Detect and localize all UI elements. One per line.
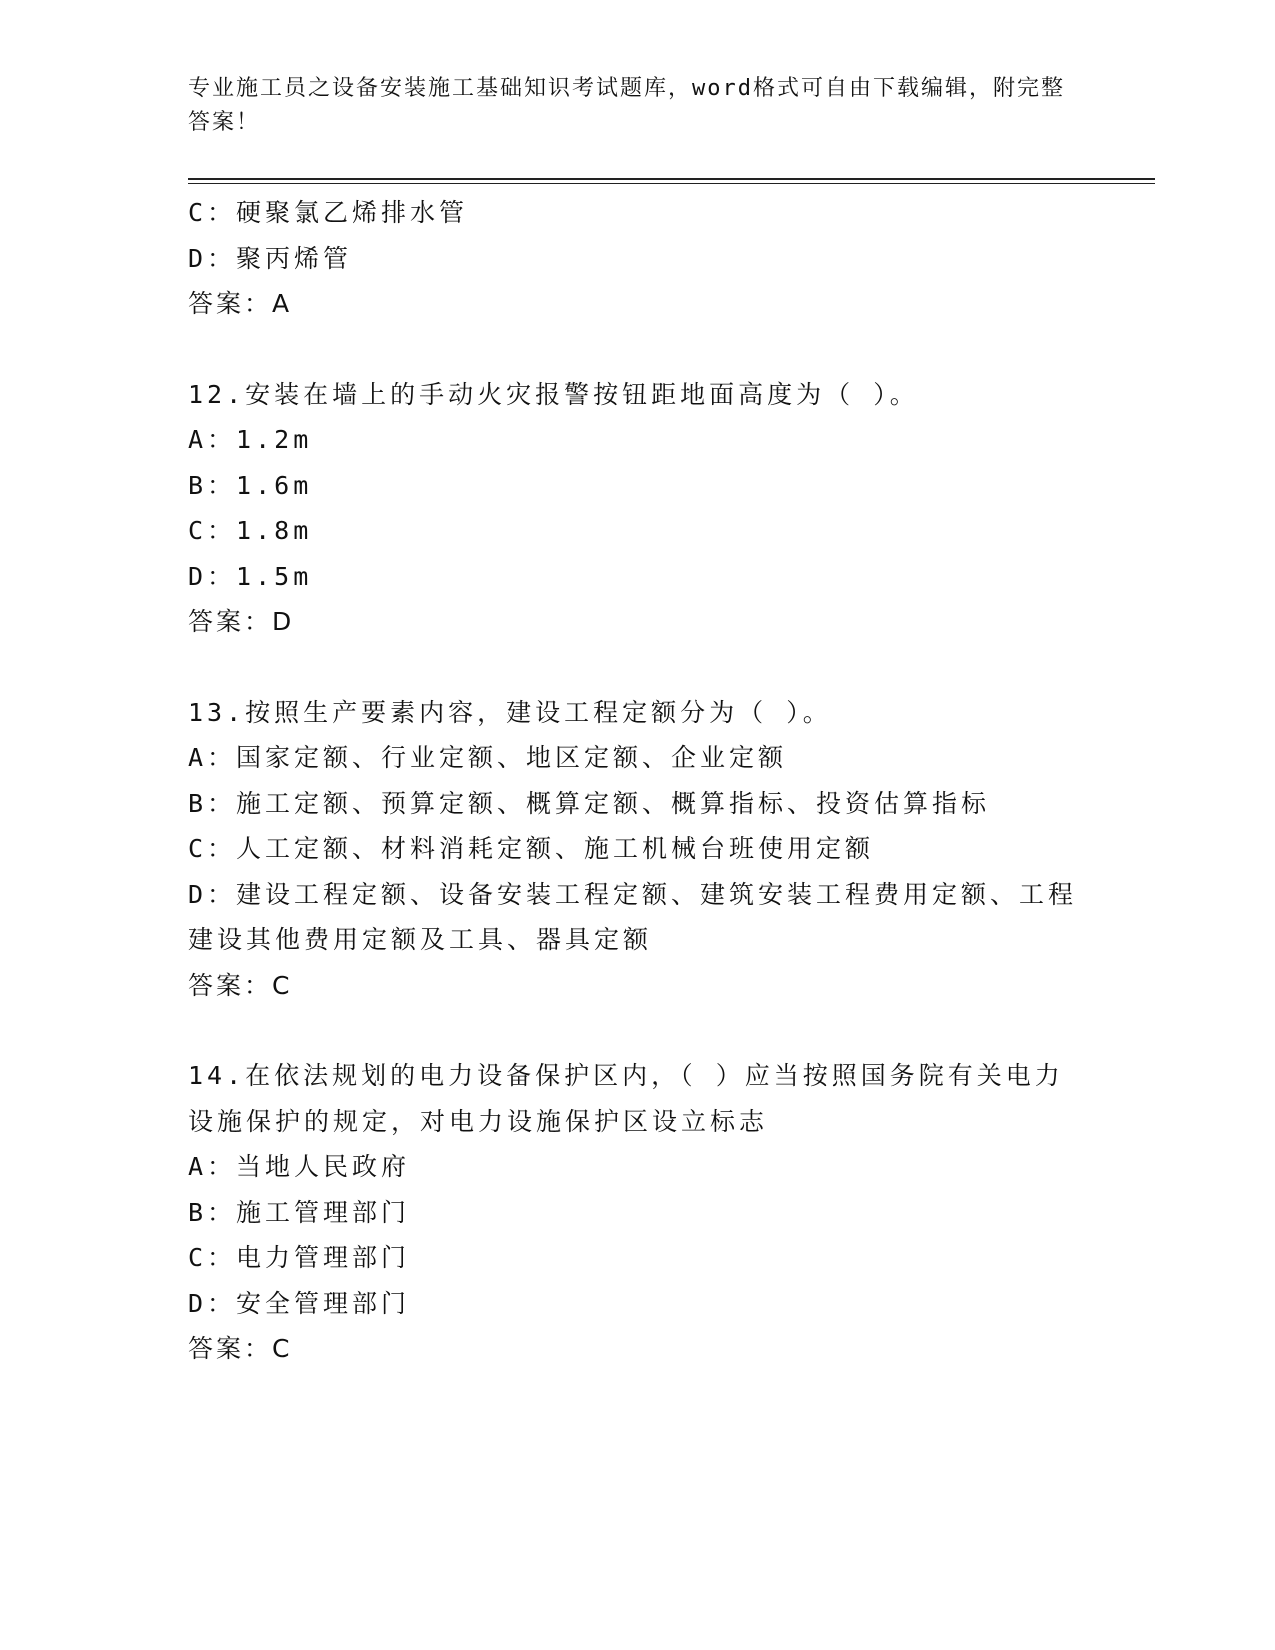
answer-line: 答案：A [188, 289, 293, 318]
question-14 [188, 1053, 1088, 1372]
option-c: C：硬聚氯乙烯排水管 [188, 198, 469, 227]
option-b: B：施工定额、预算定额、概算定额、概算指标、投资估算指标 [188, 788, 991, 818]
option-b: B：施工管理部门 [188, 1197, 411, 1227]
option-c: C：人工定额、材料消耗定额、施工机械台班使用定额 [188, 834, 875, 863]
option-d: D：1.5m [188, 561, 313, 591]
document-header: 专业施工员之设备安装施工基础知识考试题库，word格式可自由下载编辑，附完整答案！ [188, 76, 1065, 135]
option-d: D：建设工程定额、设备安装工程定额、建筑安装工程费用定额、工程建设其他费用定额及工具、器具定额 [188, 879, 1078, 954]
header-rule-thin [188, 183, 1155, 184]
option-d: D：聚丙烯管 [188, 243, 353, 273]
question-11-fragment [188, 190, 1088, 327]
question-stem: 12.安装在墙上的手动火灾报警按钮距地面高度为（ ）。 [188, 379, 919, 409]
option-a: A：当地人民政府 [188, 1152, 411, 1181]
answer-line: 答案：C [188, 970, 293, 1000]
answer-line: 答案：D [188, 607, 295, 636]
question-12 [188, 372, 1088, 645]
spacer [188, 327, 1088, 372]
option-a: A：国家定额、行业定额、地区定额、企业定额 [188, 743, 788, 772]
header-rule-thick [188, 178, 1155, 180]
option-a: A：1.2m [188, 425, 313, 454]
option-d: D：安全管理部门 [188, 1288, 411, 1318]
spacer [188, 1008, 1088, 1053]
question-stem: 14.在依法规划的电力设备保护区内，（ ）应当按照国务院有关电力设施保护的规定，对电力设施保护区设立标志 [188, 1061, 1064, 1136]
spacer [188, 645, 1088, 690]
question-13 [188, 690, 1088, 1009]
option-c: C：1.8m [188, 516, 313, 545]
question-content [188, 190, 1088, 1372]
answer-line: 答案：C [188, 1334, 293, 1363]
question-stem: 13.按照生产要素内容，建设工程定额分为（ ）。 [188, 697, 832, 727]
option-b: B：1.6m [188, 470, 313, 500]
option-c: C：电力管理部门 [188, 1243, 411, 1272]
